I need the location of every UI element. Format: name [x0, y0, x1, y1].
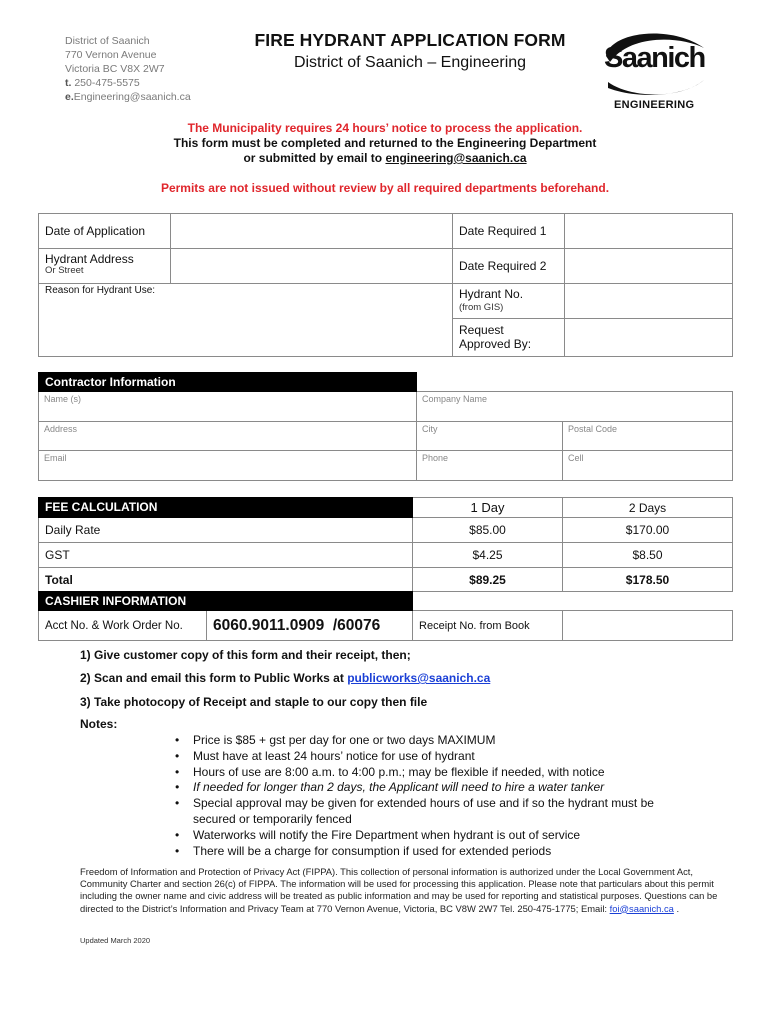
phone-label: t. — [65, 77, 72, 89]
total-label: Total — [39, 568, 413, 592]
postal-code-label: Postal Code — [568, 424, 618, 434]
from-gis-text: (from GIS) — [459, 302, 504, 313]
date-of-application-label: Date of Application — [39, 214, 171, 249]
receipt-no-field[interactable] — [563, 611, 733, 641]
hydrant-address-label — [39, 249, 171, 284]
contractor-name-label: Name (s) — [44, 394, 82, 404]
gst-label: GST — [39, 543, 413, 568]
reason-label: Reason for Hydrant Use: — [45, 285, 156, 296]
date-required-2-field[interactable] — [565, 249, 733, 284]
notice-return-form: This form must be completed and returned to the Engineering Department — [173, 136, 597, 150]
contractor-name-field[interactable] — [39, 392, 417, 422]
or-street-text: Or Street — [45, 265, 84, 276]
address-line-3: Victoria BC V8X 2W7 — [65, 63, 165, 75]
contractor-address-label: Address — [44, 424, 78, 434]
hydrant-address-field[interactable] — [171, 249, 453, 284]
note-item: • Hours of use are 8:00 a.m. to 4:00 p.m.; may be flexible if needed, with notice — [175, 765, 695, 781]
cell-label: Cell — [568, 453, 584, 463]
logo-wordmark: Saanich — [604, 42, 705, 74]
form-subtitle: District of Saanich – Engineering — [293, 54, 527, 71]
note-item: • Special approval may be given for extended hours of use and if so the hydrant must be secured or temporarily fenced — [175, 796, 695, 828]
date-required-1-field[interactable] — [565, 214, 733, 249]
contractor-email-field[interactable] — [39, 451, 417, 481]
company-name-field[interactable] — [417, 392, 733, 422]
cell-field[interactable] — [563, 451, 733, 481]
step-2-text: 2) Scan and email this form to Public Works at — [80, 671, 344, 685]
notice-24-hours: The Municipality requires 24 hours’ notice to process the application. — [187, 121, 583, 135]
receipt-no-label: Receipt No. from Book — [413, 611, 563, 641]
gst-1-day: $4.25 — [413, 543, 563, 568]
email-address[interactable]: Engineering@saanich.ca — [73, 91, 191, 103]
phone-field[interactable] — [417, 451, 563, 481]
request-text: Request — [459, 323, 504, 337]
saanich-logo — [600, 26, 710, 116]
district-address — [65, 34, 191, 104]
email-line — [65, 90, 191, 104]
contractor-table — [38, 372, 733, 481]
company-name-label: Company Name — [422, 394, 488, 404]
daily-rate-2-days: $170.00 — [563, 518, 733, 543]
notice-permits: Permits are not issued without review by all required departments beforehand. — [160, 181, 610, 195]
date-required-1-label: Date Required 1 — [453, 214, 565, 249]
note-item: • Waterworks will notify the Fire Department when hydrant is out of service — [175, 828, 695, 844]
approved-by-text: Approved By: — [459, 337, 532, 351]
hydrant-no-label — [453, 284, 565, 319]
fee-heading: FEE CALCULATION — [39, 498, 413, 518]
fippa-notice — [80, 866, 730, 915]
acct-no-label: Acct No. & Work Order No. — [39, 611, 207, 641]
address-line-2: 770 Vernon Avenue — [65, 49, 157, 61]
phone-label-field: Phone — [422, 453, 449, 463]
request-approved-field[interactable] — [565, 319, 733, 357]
hydrant-no-field[interactable] — [565, 284, 733, 319]
date-required-2-label: Date Required 2 — [453, 249, 565, 284]
cashier-table — [38, 591, 733, 641]
fee-col-2-days: 2 Days — [563, 498, 733, 518]
cashier-heading-blank — [413, 592, 733, 611]
logo-engineering: ENGINEERING — [614, 99, 695, 111]
reason-field[interactable] — [39, 284, 453, 357]
phone-line — [65, 76, 191, 90]
phone-number: 250-475-5575 — [74, 77, 140, 89]
title-block — [230, 30, 590, 72]
request-approved-label — [453, 319, 565, 357]
publicworks-email-link[interactable]: publicworks@saanich.ca — [347, 671, 491, 685]
contractor-email-label: Email — [44, 453, 67, 463]
gst-2-days: $8.50 — [563, 543, 733, 568]
daily-rate-label: Daily Rate — [39, 518, 413, 543]
contractor-heading: Contractor Information — [39, 373, 417, 392]
total-2-days: $178.50 — [563, 568, 733, 592]
fippa-end: . — [673, 902, 680, 914]
address-line-1: District of Saanich — [65, 35, 150, 47]
contractor-address-field[interactable] — [39, 422, 417, 451]
note-item: • Price is $85 + gst per day for one or two days MAXIMUM — [175, 733, 695, 749]
fippa-text: Freedom of Information and Protection of Privacy Act (FIPPA). This collection of personal information is authorized under the Local Government Act, Community Charter and section 26(c) of FIPPA. The information will be used for processing this application. Please note that particulars about this permit including the owner name and civic address will be treated as public information and may be used for reporting and statistical purposes. Questions can be directed to the District’s Information and Privacy Team at 770 Vernon Avenue, Victoria, BC V8W 2W7 Tel. 250-475-1775; Email: — [80, 866, 718, 914]
hydrant-no-text: Hydrant No. — [459, 287, 524, 301]
step-3: 3) Take photocopy of Receipt and staple to our copy then file — [80, 695, 428, 709]
engineering-email-link[interactable]: engineering@saanich.ca — [385, 151, 527, 165]
step-1: 1) Give customer copy of this form and their receipt, then; — [80, 648, 411, 662]
notes-label: Notes: — [80, 717, 118, 731]
notes-list — [175, 733, 695, 859]
updated-date: Updated March 2020 — [80, 936, 151, 945]
notice-email-prefix: or submitted by email to — [243, 151, 383, 165]
note-item: • If needed for longer than 2 days, the Applicant will need to hire a water tanker — [175, 780, 695, 796]
total-1-day: $89.25 — [413, 568, 563, 592]
note-item: • There will be a charge for consumption if used for extended periods — [175, 844, 695, 860]
form-title: FIRE HYDRANT APPLICATION FORM — [254, 30, 566, 50]
city-label: City — [422, 424, 438, 434]
postal-code-field[interactable] — [563, 422, 733, 451]
foi-email-link[interactable]: foi@saanich.ca — [609, 902, 674, 914]
hydrant-address-text: Hydrant Address — [45, 252, 134, 266]
city-field[interactable] — [417, 422, 563, 451]
application-table — [38, 213, 733, 357]
cashier-heading: CASHIER INFORMATION — [39, 592, 413, 611]
notice-email-line — [0, 151, 770, 166]
fee-table — [38, 497, 733, 592]
acct-no-value: 6060.9011.0909 /60076 — [207, 611, 413, 641]
contractor-heading-blank — [417, 373, 733, 392]
email-label: e. — [65, 91, 74, 103]
date-of-application-field[interactable] — [171, 214, 453, 249]
daily-rate-1-day: $85.00 — [413, 518, 563, 543]
fee-col-1-day: 1 Day — [413, 498, 563, 518]
step-2 — [80, 671, 490, 685]
note-item: • Must have at least 24 hours’ notice for use of hydrant — [175, 749, 695, 765]
